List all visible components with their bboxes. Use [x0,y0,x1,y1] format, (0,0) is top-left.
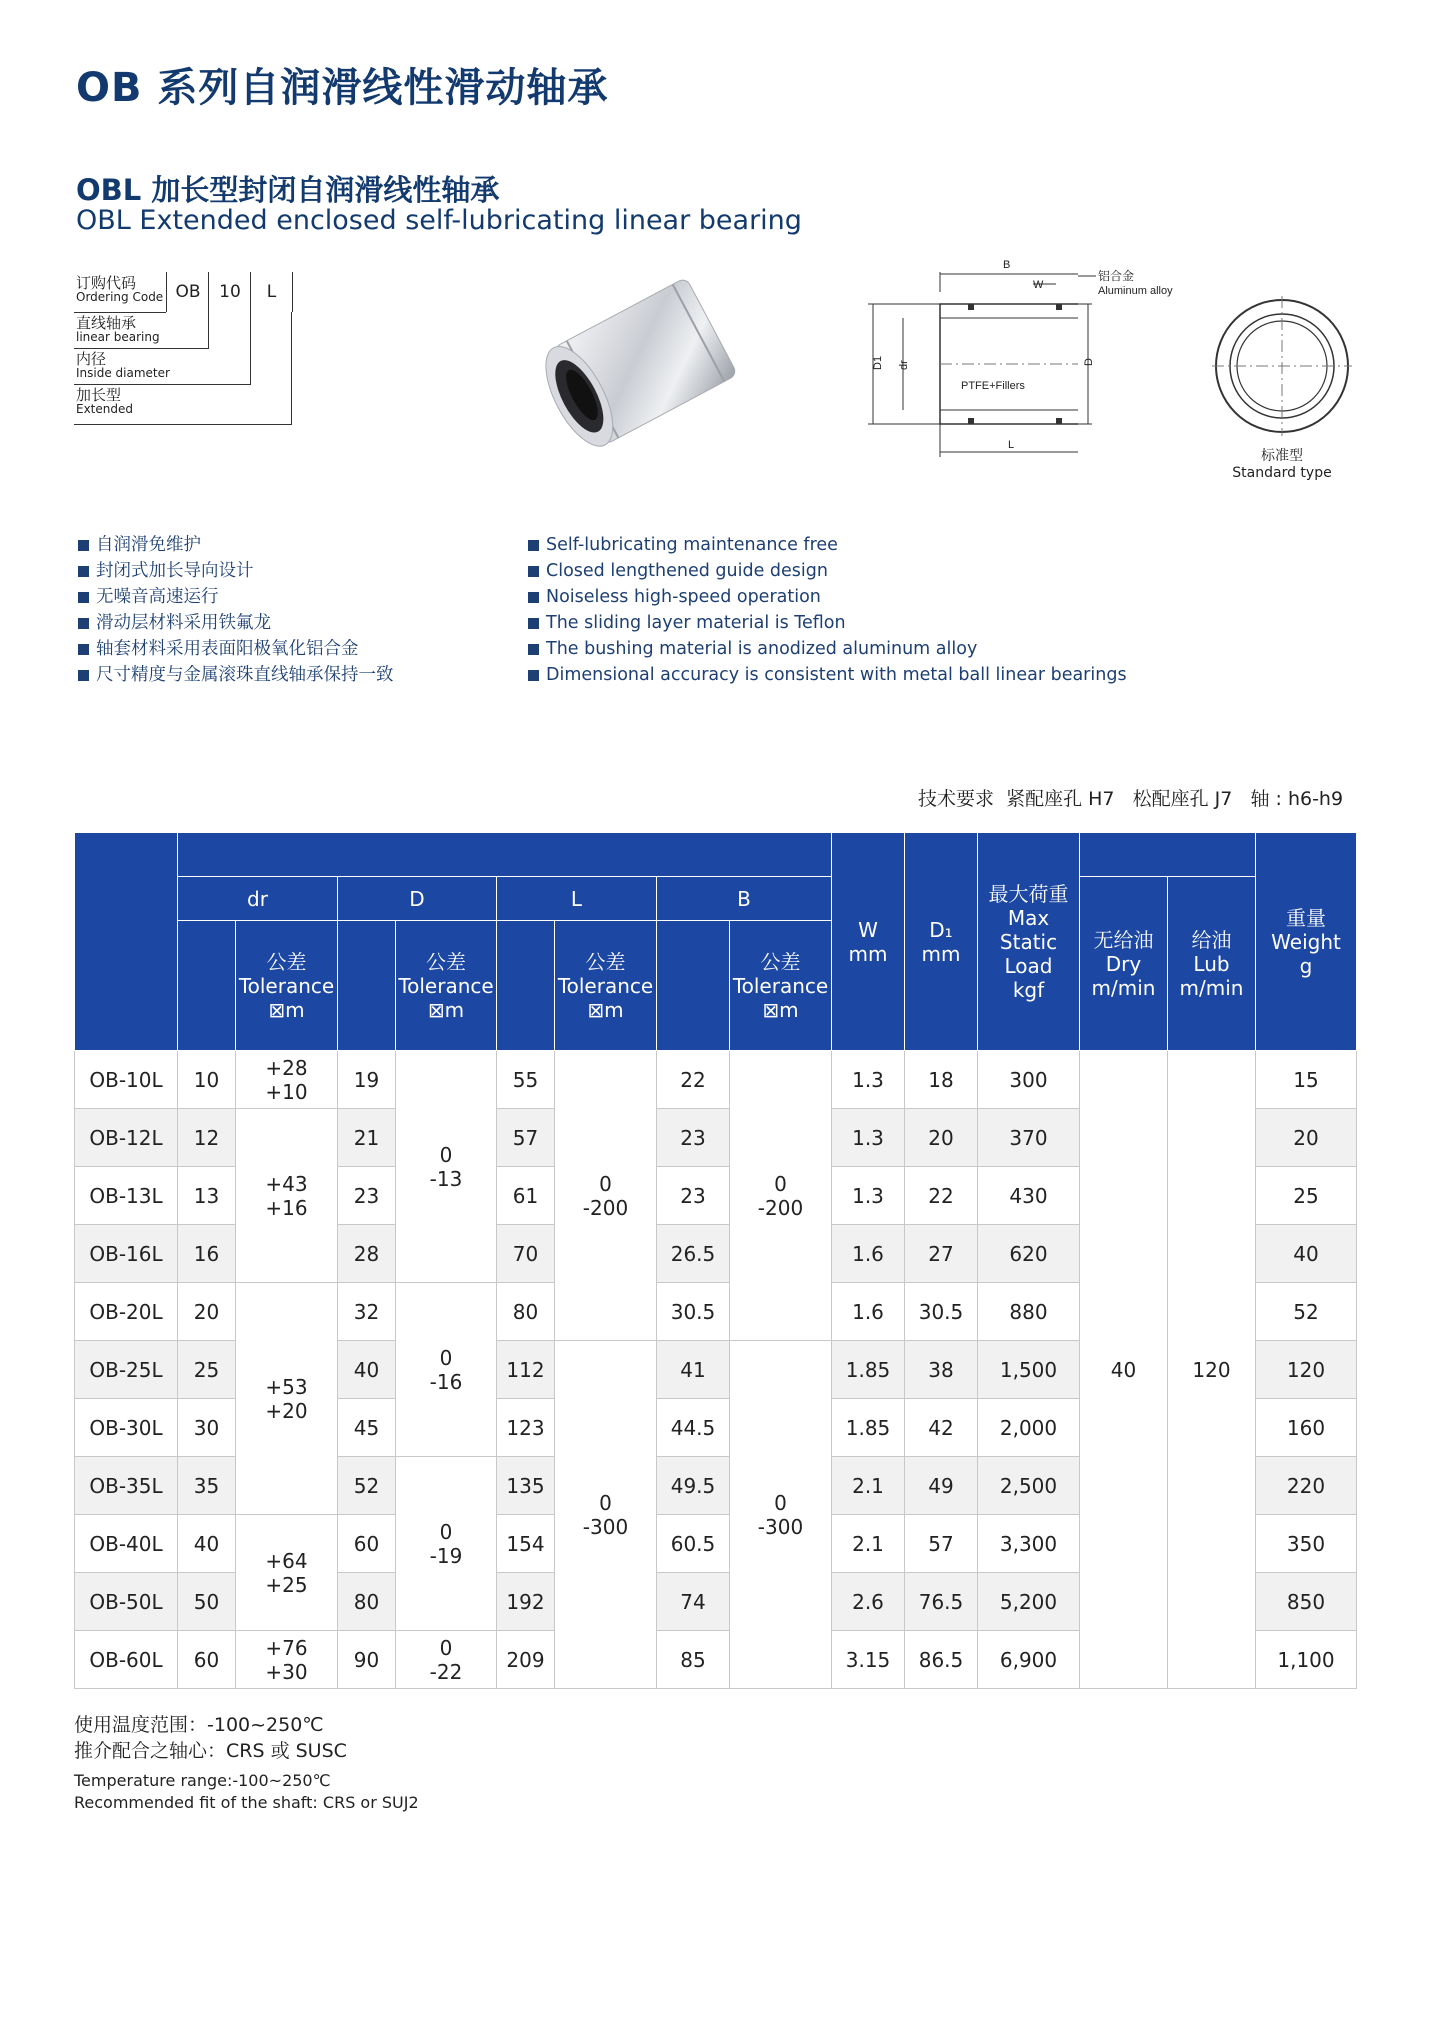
d-cell: 40 [338,1341,396,1399]
dr-cell: 50 [178,1573,236,1631]
d1-cell: 30.5 [905,1283,978,1341]
dr-tol-cell: +43 +16 [236,1109,338,1283]
l-cell: 123 [497,1399,555,1457]
load-cell: 370 [978,1109,1080,1167]
feature-cn: 滑动层材料采用铁氟龙 [78,610,394,636]
section-title-cn: OBL 加长型封闭自润滑线性轴承 [76,173,500,207]
section-title-en: OBL Extended enclosed self-lubricating linear bearing [76,205,802,236]
shaft-note-cn: 推介配合之轴心：CRS 或 SUSC [74,1740,347,1762]
header-load: 最大荷重 Max Static Load kgf [978,833,1080,1051]
dr-cell: 10 [178,1051,236,1109]
dr-tol-cell: +53 +20 [236,1283,338,1515]
model-cell: OB-25L [75,1341,178,1399]
model-cell: OB-35L [75,1457,178,1515]
d1-cell: 27 [905,1225,978,1283]
d-cell: 52 [338,1457,396,1515]
header-dr-tolerance: 公差 Tolerance ⊠m [236,921,338,1051]
d-cell: 19 [338,1051,396,1109]
model-cell: OB-40L [75,1515,178,1573]
b-cell: 44.5 [657,1399,730,1457]
page-title: OB 系列自润滑线性滑动轴承 [76,65,609,111]
bearing-section-drawing [858,252,1078,472]
code-size: 10 [208,272,251,312]
b-cell: 26.5 [657,1225,730,1283]
shaft-note-en: Recommended fit of the shaft: CRS or SUJ2 [74,1793,419,1812]
l-cell: 209 [497,1631,555,1689]
dim-dr: dr [898,360,910,370]
header-d1: D₁ mm [905,833,978,1051]
header-d-tolerance: 公差 Tolerance ⊠m [396,921,497,1051]
weight-cell: 25 [1256,1167,1357,1225]
feature-en: Self-lubricating maintenance free [528,532,1127,558]
d1-cell: 76.5 [905,1573,978,1631]
ordering-code-label: 订购代码 Ordering Code [76,274,164,304]
d-tol-cell: 0 -22 [396,1631,497,1689]
feature-en: The sliding layer material is Teflon [528,610,1127,636]
feature-cn: 尺寸精度与金属滚珠直线轴承保持一致 [78,662,394,688]
feature-cn: 无噪音高速运行 [78,584,394,610]
features-en-list [528,532,1127,688]
feature-en: Closed lengthened guide design [528,558,1127,584]
dr-tol-cell: +76 +30 [236,1631,338,1689]
b-cell: 23 [657,1167,730,1225]
end-view-drawing [1212,296,1352,436]
weight-cell: 850 [1256,1573,1357,1631]
load-cell: 430 [978,1167,1080,1225]
load-cell: 2,000 [978,1399,1080,1457]
header-model [75,833,178,1051]
model-cell: OB-13L [75,1167,178,1225]
d1-cell: 38 [905,1341,978,1399]
standard-type-label: 标准型 Standard type [1232,448,1332,481]
features-cn-list [78,532,394,688]
l-cell: 192 [497,1573,555,1631]
model-cell: OB-16L [75,1225,178,1283]
w-cell: 1.85 [832,1341,905,1399]
d-cell: 60 [338,1515,396,1573]
weight-cell: 220 [1256,1457,1357,1515]
load-cell: 3,300 [978,1515,1080,1573]
d1-cell: 57 [905,1515,978,1573]
bearing-photo [520,270,760,475]
ordering-row-2: 内径 Inside diameter [76,350,170,380]
dr-cell: 30 [178,1399,236,1457]
d1-cell: 42 [905,1399,978,1457]
header-w: W mm [832,833,905,1051]
weight-cell: 15 [1256,1051,1357,1109]
dr-cell: 12 [178,1109,236,1167]
dim-b: B [1003,259,1011,271]
weight-cell: 40 [1256,1225,1357,1283]
feature-cn: 封闭式加长导向设计 [78,558,394,584]
dr-cell: 40 [178,1515,236,1573]
feature-cn: 轴套材料采用表面阳极氧化铝合金 [78,636,394,662]
d1-cell: 20 [905,1109,978,1167]
dr-cell: 60 [178,1631,236,1689]
w-cell: 1.6 [832,1283,905,1341]
d-cell: 23 [338,1167,396,1225]
w-cell: 1.3 [832,1051,905,1109]
load-cell: 6,900 [978,1631,1080,1689]
dim-d1: D1 [872,355,884,370]
l-cell: 70 [497,1225,555,1283]
model-cell: OB-60L [75,1631,178,1689]
drawing-right-parts [1078,268,1192,446]
d-tol-cell: 0 -16 [396,1283,497,1457]
l-tol-cell: 0 -200 [555,1051,657,1341]
weight-cell: 20 [1256,1109,1357,1167]
d-cell: 28 [338,1225,396,1283]
dim-l: L [1008,439,1015,451]
alloy-label-cn: 铝合金 [1098,269,1135,283]
code-series: OB [166,272,209,312]
header-B: B [657,877,832,921]
model-cell: OB-12L [75,1109,178,1167]
technical-requirements: 技术要求 紧配座孔 H7 松配座孔 J7 轴 : h6-h9 [918,788,1344,810]
d1-cell: 18 [905,1051,978,1109]
dr-tol-cell: +28 +10 [236,1051,338,1109]
weight-cell: 160 [1256,1399,1357,1457]
w-cell: 2.1 [832,1457,905,1515]
b-cell: 60.5 [657,1515,730,1573]
w-cell: 1.85 [832,1399,905,1457]
model-cell: OB-10L [75,1051,178,1109]
b-tol-cell: 0 -300 [730,1341,832,1689]
header-weight: 重量 Weight g [1256,833,1357,1051]
dr-cell: 13 [178,1167,236,1225]
model-cell: OB-30L [75,1399,178,1457]
w-cell: 1.3 [832,1167,905,1225]
d-cell: 45 [338,1399,396,1457]
header-dry: 无给油 Dry m/min [1080,877,1168,1051]
load-cell: 620 [978,1225,1080,1283]
dim-d: D [1083,358,1095,366]
l-cell: 80 [497,1283,555,1341]
weight-cell: 1,100 [1256,1631,1357,1689]
feature-en: Dimensional accuracy is consistent with metal ball linear bearings [528,662,1127,688]
dr-cell: 20 [178,1283,236,1341]
header-L: L [497,877,657,921]
d-tol-cell: 0 -19 [396,1457,497,1631]
load-cell: 5,200 [978,1573,1080,1631]
d-cell: 90 [338,1631,396,1689]
l-cell: 57 [497,1109,555,1167]
weight-cell: 120 [1256,1341,1357,1399]
load-cell: 2,500 [978,1457,1080,1515]
dr-tol-cell: +64 +25 [236,1515,338,1631]
l-cell: 61 [497,1167,555,1225]
d1-cell: 49 [905,1457,978,1515]
b-tol-cell: 0 -200 [730,1051,832,1341]
header-b-tolerance: 公差 Tolerance ⊠m [730,921,832,1051]
table-row [75,1051,1357,1109]
d1-cell: 22 [905,1167,978,1225]
lub-cell: 120 [1168,1051,1256,1689]
ordering-code-diagram [74,272,292,427]
model-cell: OB-20L [75,1283,178,1341]
weight-cell: 52 [1256,1283,1357,1341]
b-cell: 74 [657,1573,730,1631]
dim-w: W [1033,279,1044,291]
b-cell: 30.5 [657,1283,730,1341]
feature-en: The bushing material is anodized aluminum alloy [528,636,1127,662]
header-dr: dr [178,877,338,921]
l-cell: 112 [497,1341,555,1399]
d-cell: 80 [338,1573,396,1631]
notes [74,1712,419,1814]
w-cell: 3.15 [832,1631,905,1689]
ptfe-label: PTFE+Fillers [961,380,1025,392]
temperature-note-en: Temperature range:-100~250℃ [74,1771,331,1790]
temperature-note-cn: 使用温度范围：-100~250℃ [74,1714,324,1736]
dr-cell: 16 [178,1225,236,1283]
b-cell: 23 [657,1109,730,1167]
alloy-label-en: Aluminum alloy [1098,285,1173,297]
l-tol-cell: 0 -300 [555,1341,657,1689]
d-cell: 21 [338,1109,396,1167]
code-type: L [250,272,293,312]
ordering-row-3: 加长型 Extended [76,386,133,416]
d-tol-cell: 0 -13 [396,1051,497,1283]
dr-cell: 25 [178,1341,236,1399]
weight-cell: 350 [1256,1515,1357,1573]
l-cell: 135 [497,1457,555,1515]
load-cell: 880 [978,1283,1080,1341]
w-cell: 2.6 [832,1573,905,1631]
ordering-row-1: 直线轴承 linear bearing [76,314,160,344]
b-cell: 41 [657,1341,730,1399]
header-D: D [338,877,497,921]
dr-cell: 35 [178,1457,236,1515]
l-cell: 154 [497,1515,555,1573]
b-cell: 49.5 [657,1457,730,1515]
load-cell: 300 [978,1051,1080,1109]
d-cell: 32 [338,1283,396,1341]
header-lub: 给油 Lub m/min [1168,877,1256,1051]
header-l-tolerance: 公差 Tolerance ⊠m [555,921,657,1051]
dry-cell: 40 [1080,1051,1168,1689]
spec-table [74,832,1357,1689]
w-cell: 1.3 [832,1109,905,1167]
w-cell: 1.6 [832,1225,905,1283]
feature-en: Noiseless high-speed operation [528,584,1127,610]
w-cell: 2.1 [832,1515,905,1573]
b-cell: 85 [657,1631,730,1689]
feature-cn: 自润滑免维护 [78,532,394,558]
model-cell: OB-50L [75,1573,178,1631]
load-cell: 1,500 [978,1341,1080,1399]
l-cell: 55 [497,1051,555,1109]
b-cell: 22 [657,1051,730,1109]
d1-cell: 86.5 [905,1631,978,1689]
